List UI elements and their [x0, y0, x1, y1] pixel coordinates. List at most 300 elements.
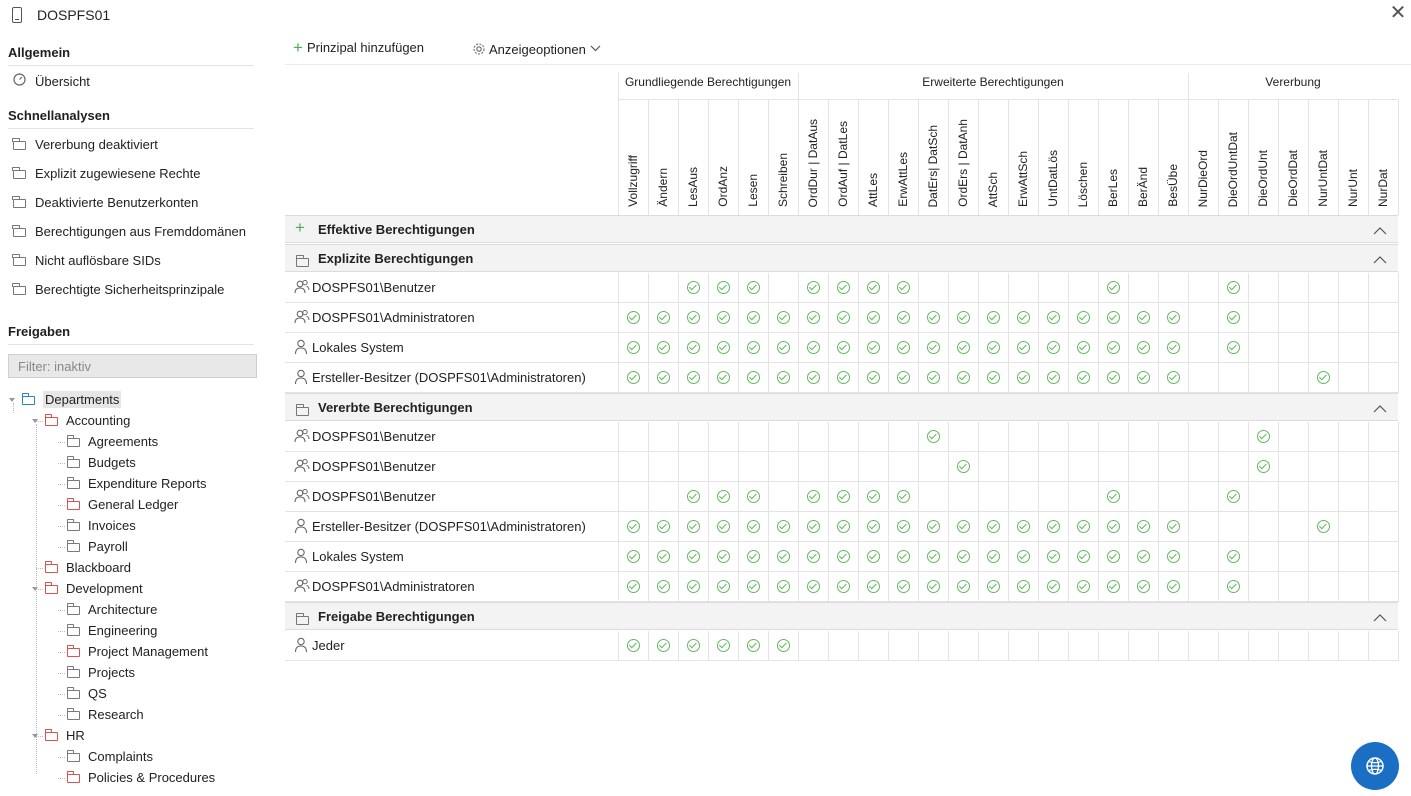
- tree-item-label: Policies & Procedures: [88, 770, 216, 785]
- permission-granted-check-icon: [987, 550, 1000, 563]
- cell-divider: [858, 572, 859, 602]
- cell-divider: [1248, 572, 1249, 602]
- permission-granted-check-icon: [1137, 580, 1150, 593]
- section-label: Effektive Berechtigungen: [318, 222, 475, 237]
- column-header[interactable]: [1008, 101, 1038, 213]
- column-header-label: Ändern: [656, 168, 670, 207]
- cell-divider: [1068, 422, 1069, 452]
- permission-granted-check-icon: [1077, 550, 1090, 563]
- tree-item[interactable]: [67, 641, 208, 662]
- tree-guide-line: [58, 526, 65, 527]
- user-icon: [294, 369, 310, 388]
- permission-granted-check-icon: [687, 580, 700, 593]
- column-header-label: Lesen: [746, 174, 760, 207]
- permission-granted-check-icon: [807, 281, 820, 294]
- sidebar-item-quick-5[interactable]: [12, 279, 224, 301]
- permission-granted-check-icon: [807, 580, 820, 593]
- permission-granted-check-icon: [927, 580, 940, 593]
- sidebar-item-quick-0[interactable]: [12, 134, 158, 156]
- cell-divider: [1128, 273, 1129, 303]
- permission-granted-check-icon: [1167, 580, 1180, 593]
- cell-divider: [1248, 333, 1249, 363]
- cell-divider: [1128, 631, 1129, 661]
- plus-icon: +: [295, 218, 305, 237]
- globe-button[interactable]: [1351, 742, 1399, 790]
- cell-divider: [858, 303, 859, 333]
- cell-divider: [738, 333, 739, 363]
- cell-divider: [1128, 482, 1129, 512]
- permission-granted-check-icon: [687, 520, 700, 533]
- globe-icon: [1364, 755, 1386, 780]
- cell-divider: [1308, 631, 1309, 661]
- tree-item[interactable]: [67, 683, 107, 704]
- section-label: Vererbte Berechtigungen: [318, 400, 473, 415]
- folder-icon: [67, 438, 80, 447]
- tree-item[interactable]: [67, 620, 157, 641]
- tree-item[interactable]: [67, 599, 157, 620]
- permission-granted-check-icon: [627, 520, 640, 533]
- permission-granted-check-icon: [807, 311, 820, 324]
- add-principal-button[interactable]: [293, 36, 424, 60]
- cell-divider: [618, 452, 619, 482]
- cell-divider: [1188, 452, 1189, 482]
- column-header-label: OrdDur | DatAus: [806, 118, 820, 207]
- chevron-up-icon[interactable]: [1373, 401, 1387, 415]
- column-header[interactable]: [1248, 101, 1278, 213]
- cell-divider: [708, 631, 709, 661]
- user-group-icon: [294, 279, 310, 298]
- tree-guide-line: [58, 673, 65, 674]
- tree-item[interactable]: [67, 704, 144, 725]
- column-header-label: ErwAttSch: [1016, 150, 1030, 207]
- cell-divider: [1068, 512, 1069, 542]
- permission-granted-check-icon: [657, 371, 670, 384]
- permission-granted-check-icon: [1227, 580, 1240, 593]
- folder-icon: [67, 774, 80, 783]
- cell-divider: [1098, 631, 1099, 661]
- tree-item[interactable]: [67, 494, 178, 515]
- cell-divider: [1308, 512, 1309, 542]
- column-header-label: DieOrdUntDat: [1226, 131, 1240, 207]
- column-header[interactable]: [1368, 101, 1398, 213]
- column-header[interactable]: [978, 101, 1008, 213]
- cell-divider: [1368, 422, 1369, 452]
- cell-divider: [1038, 273, 1039, 303]
- cell-divider: [1308, 542, 1309, 572]
- column-divider: [1278, 99, 1279, 215]
- expand-caret-icon[interactable]: [32, 419, 38, 423]
- column-header-label: BerLes: [1106, 168, 1120, 207]
- column-divider: [858, 99, 859, 215]
- cell-divider: [768, 482, 769, 512]
- cell-divider: [648, 422, 649, 452]
- folder-icon: [12, 250, 26, 272]
- tree-guide-line: [58, 505, 65, 506]
- user-group-icon: [294, 488, 310, 507]
- permission-row[interactable]: [285, 422, 1398, 452]
- cell-divider: [1128, 452, 1129, 482]
- permission-granted-check-icon: [897, 371, 910, 384]
- cell-divider: [1308, 482, 1309, 512]
- column-header[interactable]: [798, 101, 828, 213]
- display-options-button[interactable]: [472, 36, 601, 60]
- share-filter-input[interactable]: [8, 354, 257, 378]
- cell-divider: [1188, 422, 1189, 452]
- column-divider: [918, 99, 919, 215]
- column-divider: [1398, 99, 1399, 215]
- cell-divider: [1248, 482, 1249, 512]
- tree-item-label: Blackboard: [66, 560, 132, 575]
- tree-item[interactable]: [67, 662, 135, 683]
- permission-granted-check-icon: [927, 550, 940, 563]
- cell-divider: [618, 333, 619, 363]
- permission-granted-check-icon: [687, 341, 700, 354]
- cell-divider: [948, 572, 949, 602]
- sidebar-item-quick-3[interactable]: [12, 221, 246, 243]
- permission-section-header[interactable]: [285, 602, 1398, 630]
- tree-guide-line: [36, 424, 37, 774]
- cell-divider: [1188, 512, 1189, 542]
- folder-icon: [45, 417, 58, 426]
- column-header[interactable]: [1338, 101, 1368, 213]
- column-divider: [1098, 99, 1099, 215]
- permission-granted-check-icon: [1227, 550, 1240, 563]
- column-header[interactable]: [1218, 101, 1248, 213]
- permission-section-header[interactable]: [285, 393, 1398, 421]
- permission-granted-check-icon: [927, 341, 940, 354]
- column-header-label: DieOrdUnt: [1256, 150, 1270, 207]
- cell-divider: [1218, 512, 1219, 542]
- folder-icon: [67, 753, 80, 762]
- permission-granted-check-icon: [627, 311, 640, 324]
- cell-divider: [978, 303, 979, 333]
- column-header[interactable]: [888, 101, 918, 213]
- permission-granted-check-icon: [957, 520, 970, 533]
- chevron-up-icon[interactable]: [1373, 223, 1387, 237]
- tree-guide-line: [58, 610, 65, 611]
- permission-granted-check-icon: [717, 580, 730, 593]
- column-header[interactable]: [828, 101, 858, 213]
- permission-granted-check-icon: [777, 371, 790, 384]
- cell-divider: [1398, 273, 1399, 303]
- principal-name: Lokales System: [312, 340, 404, 355]
- column-divider: [798, 99, 799, 215]
- permission-granted-check-icon: [807, 490, 820, 503]
- cell-divider: [708, 542, 709, 572]
- cell-divider: [1338, 422, 1339, 452]
- user-group-icon: [294, 309, 310, 328]
- column-header[interactable]: [1128, 101, 1158, 213]
- cell-divider: [1218, 482, 1219, 512]
- permission-granted-check-icon: [627, 639, 640, 652]
- cell-divider: [1398, 333, 1399, 363]
- cell-divider: [1128, 572, 1129, 602]
- permission-granted-check-icon: [1107, 341, 1120, 354]
- tree-guide-line: [13, 403, 14, 413]
- permission-granted-check-icon: [627, 550, 640, 563]
- column-header-label: NurUnt: [1346, 168, 1360, 207]
- permission-granted-check-icon: [987, 341, 1000, 354]
- cell-divider: [708, 422, 709, 452]
- column-header[interactable]: [858, 101, 888, 213]
- column-header[interactable]: [1158, 101, 1188, 213]
- cell-divider: [1278, 363, 1279, 393]
- cell-divider: [1368, 363, 1369, 393]
- permission-granted-check-icon: [957, 341, 970, 354]
- column-header-label: OrdAnz: [716, 166, 730, 207]
- sidebar-item-label: Berechtigungen aus Fremddomänen: [35, 224, 247, 239]
- permission-granted-check-icon: [957, 580, 970, 593]
- cell-divider: [1098, 572, 1099, 602]
- column-divider: [708, 99, 709, 215]
- cell-divider: [858, 482, 859, 512]
- sidebar-item-label: Explizit zugewiesene Rechte: [35, 166, 201, 181]
- permission-section-header[interactable]: [285, 244, 1398, 272]
- permission-granted-check-icon: [747, 520, 760, 533]
- cell-divider: [1128, 542, 1129, 572]
- close-icon[interactable]: ✕: [1389, 2, 1407, 24]
- permission-granted-check-icon: [1017, 341, 1030, 354]
- column-divider: [1308, 99, 1309, 215]
- tree-item-label: Accounting: [66, 413, 131, 428]
- cell-divider: [648, 333, 649, 363]
- sidebar-item-label: Nicht auflösbare SIDs: [35, 253, 161, 268]
- sidebar-item-quick-4[interactable]: [12, 250, 161, 272]
- section-label: Explizite Berechtigungen: [318, 251, 474, 266]
- cell-divider: [948, 363, 949, 393]
- tree-item[interactable]: [45, 410, 130, 431]
- cell-divider: [1398, 303, 1399, 333]
- cell-divider: [1338, 542, 1339, 572]
- sidebar-item-overview[interactable]: [12, 71, 90, 93]
- permission-granted-check-icon: [1047, 371, 1060, 384]
- principal-name: Jeder: [312, 638, 345, 653]
- tree-item[interactable]: [67, 452, 136, 473]
- cell-divider: [828, 422, 829, 452]
- cell-divider: [1278, 542, 1279, 572]
- cell-divider: [858, 333, 859, 363]
- sidebar-item-quick-2[interactable]: [12, 192, 198, 214]
- cell-divider: [678, 303, 679, 333]
- column-header-label: BerÄnd: [1136, 166, 1150, 207]
- tree-guide-line: [58, 484, 65, 485]
- permission-granted-check-icon: [657, 520, 670, 533]
- permission-granted-check-icon: [1107, 490, 1120, 503]
- permission-granted-check-icon: [927, 371, 940, 384]
- cell-divider: [1218, 303, 1219, 333]
- section-label: Freigabe Berechtigungen: [318, 609, 475, 624]
- cell-divider: [1368, 482, 1369, 512]
- cell-divider: [1218, 333, 1219, 363]
- sidebar-item-quick-1[interactable]: [12, 163, 200, 185]
- permission-granted-check-icon: [1047, 520, 1060, 533]
- cell-divider: [1098, 422, 1099, 452]
- permission-granted-check-icon: [1017, 371, 1030, 384]
- folder-icon: [67, 522, 80, 531]
- permission-granted-check-icon: [687, 639, 700, 652]
- column-header[interactable]: [768, 101, 798, 213]
- column-divider: [1128, 99, 1129, 215]
- tree-item-label: Project Management: [88, 644, 208, 659]
- cell-divider: [978, 512, 979, 542]
- tree-item[interactable]: [67, 431, 158, 452]
- cell-divider: [1248, 512, 1249, 542]
- display-options-label: Anzeigeoptionen: [489, 42, 586, 57]
- cell-divider: [1278, 482, 1279, 512]
- permission-granted-check-icon: [1317, 520, 1330, 533]
- tree-item[interactable]: [45, 578, 143, 599]
- column-header[interactable]: [948, 101, 978, 213]
- cell-divider: [1368, 572, 1369, 602]
- permission-granted-check-icon: [1167, 550, 1180, 563]
- cell-divider: [648, 273, 649, 303]
- cell-divider: [828, 273, 829, 303]
- tree-item[interactable]: [67, 536, 128, 557]
- cell-divider: [888, 452, 889, 482]
- cell-divider: [1368, 303, 1369, 333]
- cell-divider: [708, 572, 709, 602]
- permission-granted-check-icon: [657, 639, 670, 652]
- column-header[interactable]: [738, 101, 768, 213]
- cell-divider: [978, 482, 979, 512]
- chevron-up-icon[interactable]: [1373, 252, 1387, 266]
- permission-granted-check-icon: [747, 490, 760, 503]
- column-divider: [768, 99, 769, 215]
- cell-divider: [768, 363, 769, 393]
- chevron-up-icon[interactable]: [1373, 610, 1387, 624]
- cell-divider: [1098, 512, 1099, 542]
- permission-granted-check-icon: [747, 639, 760, 652]
- permission-granted-check-icon: [1047, 550, 1060, 563]
- cell-divider: [1248, 273, 1249, 303]
- column-header[interactable]: [648, 101, 678, 213]
- tree-item[interactable]: [67, 746, 153, 767]
- permission-granted-check-icon: [897, 311, 910, 324]
- cell-divider: [828, 363, 829, 393]
- cell-divider: [858, 452, 859, 482]
- permission-granted-check-icon: [1077, 341, 1090, 354]
- permission-granted-check-icon: [1077, 520, 1090, 533]
- column-header[interactable]: [918, 101, 948, 213]
- cell-divider: [1278, 631, 1279, 661]
- principal-name: DOSPFS01\Benutzer: [312, 429, 436, 444]
- cell-divider: [1248, 452, 1249, 482]
- column-divider: [1368, 99, 1369, 215]
- cell-divider: [1188, 572, 1189, 602]
- cell-divider: [1338, 512, 1339, 542]
- column-group-header: Grundliegende Berechtigungen: [624, 75, 792, 89]
- permission-granted-check-icon: [927, 311, 940, 324]
- tree-item[interactable]: [67, 767, 215, 788]
- cell-divider: [1338, 333, 1339, 363]
- cell-divider: [1038, 452, 1039, 482]
- folder-icon: [67, 648, 80, 657]
- cell-divider: [1098, 452, 1099, 482]
- column-header[interactable]: [1188, 101, 1218, 213]
- permission-granted-check-icon: [747, 580, 760, 593]
- cell-divider: [618, 422, 619, 452]
- cell-divider: [1038, 631, 1039, 661]
- cell-divider: [888, 273, 889, 303]
- permission-section-header[interactable]: [285, 215, 1398, 243]
- column-header[interactable]: [1308, 101, 1338, 213]
- cell-divider: [708, 512, 709, 542]
- cell-divider: [1158, 631, 1159, 661]
- permission-row[interactable]: [285, 631, 1398, 661]
- permission-granted-check-icon: [687, 550, 700, 563]
- column-header[interactable]: [1068, 101, 1098, 213]
- tree-item[interactable]: [22, 389, 121, 410]
- cell-divider: [1128, 333, 1129, 363]
- cell-divider: [618, 631, 619, 661]
- tree-item-label: Departments: [45, 392, 120, 407]
- cell-divider: [1098, 273, 1099, 303]
- permission-granted-check-icon: [777, 550, 790, 563]
- cell-divider: [828, 542, 829, 572]
- permission-granted-check-icon: [837, 490, 850, 503]
- permission-granted-check-icon: [1227, 341, 1240, 354]
- cell-divider: [648, 303, 649, 333]
- permission-granted-check-icon: [1107, 311, 1120, 324]
- cell-divider: [708, 452, 709, 482]
- cell-divider: [768, 631, 769, 661]
- tree-item[interactable]: [45, 557, 131, 578]
- cell-divider: [1368, 542, 1369, 572]
- permission-granted-check-icon: [1257, 430, 1270, 443]
- tree-guide-line: [36, 568, 43, 569]
- cell-divider: [798, 273, 799, 303]
- cell-divider: [1098, 303, 1099, 333]
- column-header-label: DieOrdDat: [1286, 150, 1300, 207]
- permission-granted-check-icon: [927, 520, 940, 533]
- tree-item[interactable]: [45, 725, 85, 746]
- column-header-label: NurDat: [1376, 168, 1390, 207]
- tree-item[interactable]: [67, 515, 136, 536]
- permission-granted-check-icon: [1137, 311, 1150, 324]
- column-header[interactable]: [708, 101, 738, 213]
- cell-divider: [1368, 273, 1369, 303]
- expand-caret-icon[interactable]: [32, 587, 38, 591]
- column-header[interactable]: [1278, 101, 1308, 213]
- section-title-quick: Schnellanalysen: [8, 108, 254, 129]
- permission-row[interactable]: [285, 452, 1398, 482]
- cell-divider: [1038, 542, 1039, 572]
- column-header-label: UntDatLös: [1046, 150, 1060, 207]
- permission-granted-check-icon: [897, 341, 910, 354]
- cell-divider: [1158, 482, 1159, 512]
- permission-granted-check-icon: [777, 520, 790, 533]
- cell-divider: [1158, 363, 1159, 393]
- cell-divider: [1068, 482, 1069, 512]
- column-header[interactable]: [618, 101, 648, 213]
- column-header[interactable]: [1038, 101, 1068, 213]
- folder-icon: [67, 711, 80, 720]
- cell-divider: [738, 363, 739, 393]
- column-header[interactable]: [678, 101, 708, 213]
- permission-granted-check-icon: [867, 520, 880, 533]
- cell-divider: [1308, 273, 1309, 303]
- folder-icon: [12, 279, 26, 301]
- expand-caret-icon[interactable]: [32, 734, 38, 738]
- permission-granted-check-icon: [987, 371, 1000, 384]
- permission-granted-check-icon: [687, 371, 700, 384]
- expand-caret-icon[interactable]: [9, 398, 15, 402]
- permission-granted-check-icon: [807, 341, 820, 354]
- cell-divider: [1308, 303, 1309, 333]
- column-header[interactable]: [1098, 101, 1128, 213]
- tree-item[interactable]: [67, 473, 207, 494]
- folder-icon: [67, 606, 80, 615]
